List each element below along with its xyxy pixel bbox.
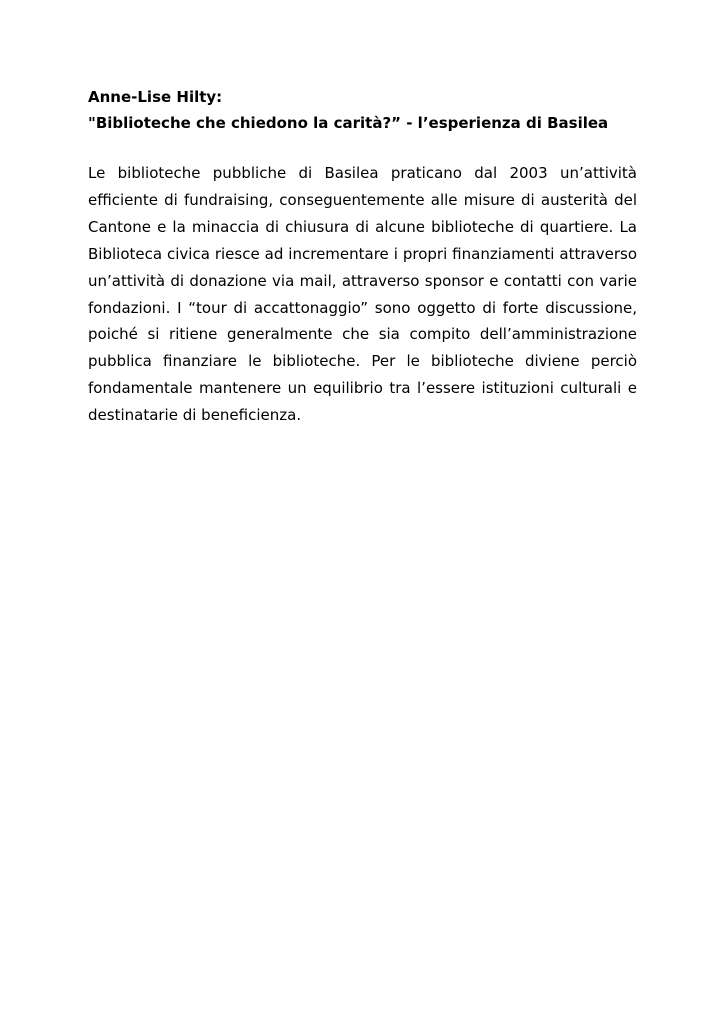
abstract-paragraph: Le biblioteche pubbliche di Basilea praticano dal 2003 un’attività efficiente di fundraising, conseguentemente alle misure di austerità del Cantone e la minaccia di chiusura di alcune biblioteche di quartiere. La Biblioteca civica riesce ad incrementare i propri finanziamenti attraverso un’attività di donazione via mail, attraverso sponsor e contatti con varie fondazioni. I “tour di accattonaggio” sono oggetto di forte discussione, poiché si ritiene generalmente che sia compito dell’amministrazione pubblica finanziare le biblioteche. Per le biblioteche diviene perciò fondamentale mantenere un equilibrio tra l’essere istituzioni culturali e destinatarie di beneficienza. bbox=[88, 164, 637, 425]
heading-spacer bbox=[88, 136, 637, 160]
author-heading: Anne-Lise Hilty: bbox=[88, 88, 223, 106]
document-content bbox=[88, 84, 637, 429]
title-heading: "Biblioteche che chiedono la carità?” - l’esperienza di Basilea bbox=[88, 114, 609, 132]
